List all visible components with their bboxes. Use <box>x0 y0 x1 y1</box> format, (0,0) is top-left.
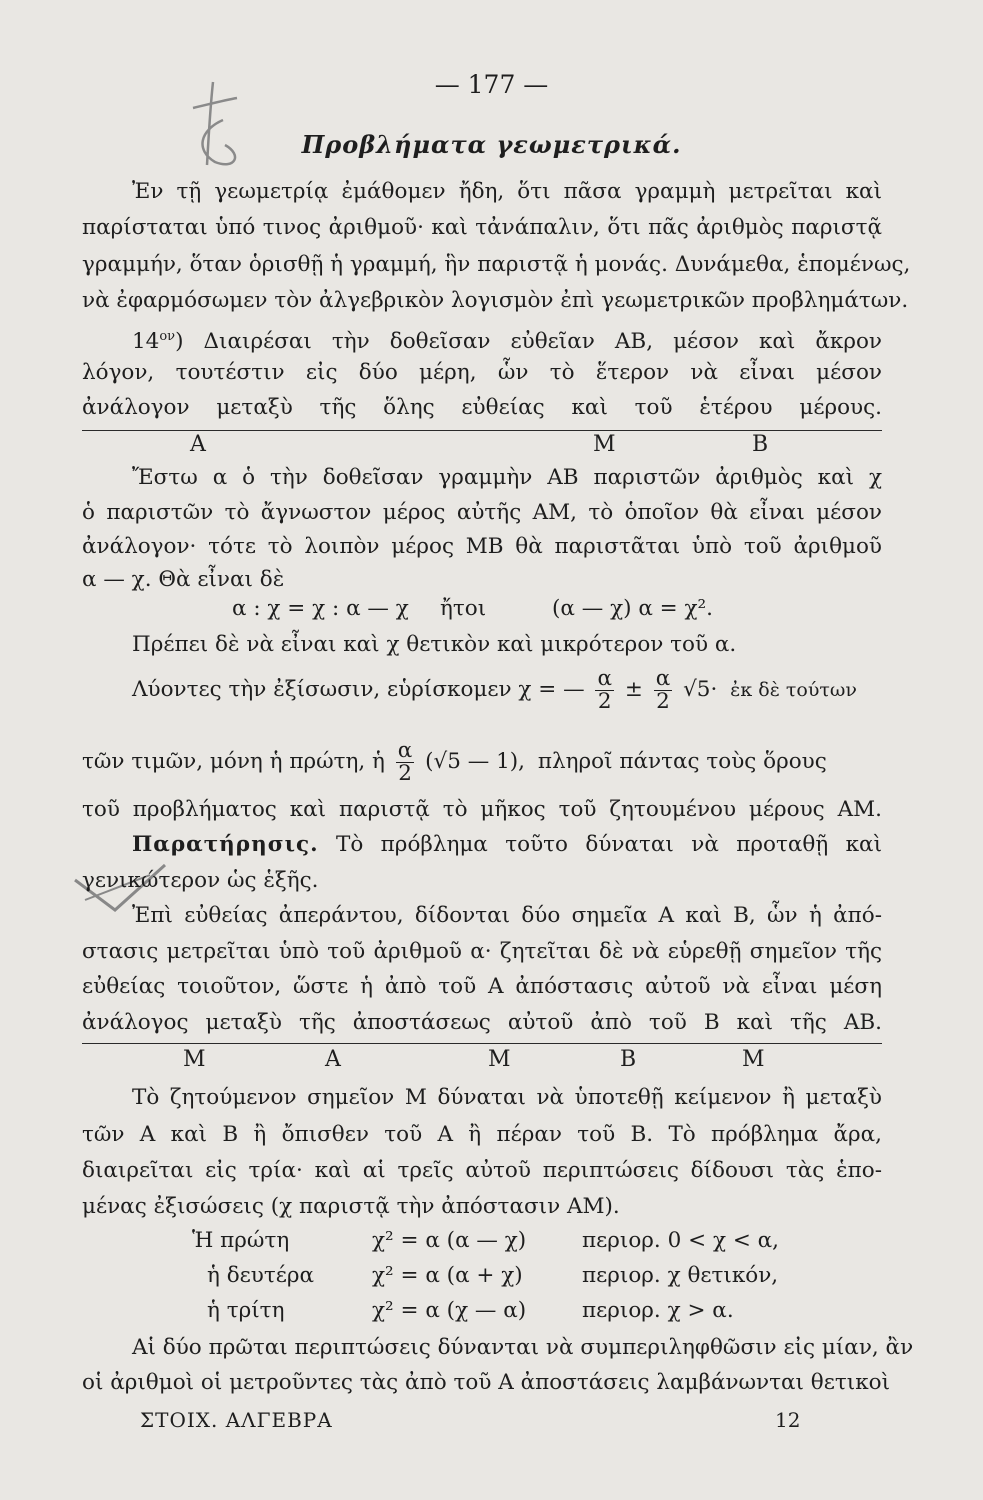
case-1-equation: χ² = α (α — χ) <box>372 1228 527 1253</box>
intro-line-2: παρίσταται ὑπό τινος ἀριθμοῦ· καὶ τἀνάπαλιν, ὅτι πᾶς ἀριθμὸς παριστᾷ <box>82 215 882 240</box>
problem-14-statement <box>132 322 882 357</box>
solution-line-4: α — χ. Θὰ εἶναι δὲ <box>82 567 285 592</box>
solution-formula-line <box>132 668 857 712</box>
general-line-3: εὐθείας τοιοῦτον, ὥστε ἡ ἀπὸ τοῦ Α ἀπόστασις αὐτοῦ νὰ εἶναι μέση <box>82 974 882 999</box>
fraction-numerator: α <box>597 666 612 691</box>
problem-number-suffix: ον <box>159 329 176 344</box>
figure2-label-m1: Μ <box>183 1047 206 1072</box>
solution-line-3: ἀνάλογον· τότε τὸ λοιπὸν μέρος ΜΒ θὰ παριστᾶται ὑπὸ τοῦ ἀριθμοῦ <box>82 534 882 559</box>
fraction-a-over-2-second <box>654 668 673 712</box>
sought-line-1: Τὸ ζητούμενον σημεῖον Μ δύναται νὰ ὑποτεθῇ κείμενον ἢ μεταξὺ <box>132 1085 882 1110</box>
problem-14-line-2: λόγον, τουτέστιν εἰς δύο μέρη, ὧν τὸ ἕτερον νὰ εἶναι μέσον <box>82 360 882 385</box>
values-suffix: πληροῖ πάντας τοὺς ὅρους <box>537 749 827 774</box>
equation-product: (α — χ) α = χ². <box>552 596 714 621</box>
figure1-label-b: Β <box>752 432 769 457</box>
remark-text: Τὸ πρόβλημα τοῦτο δύναται νὰ προταθῇ καὶ <box>335 832 882 857</box>
segment-ab-line <box>82 430 882 431</box>
fraction-a-over-2-third <box>396 740 415 784</box>
closing-line-2: οἱ ἀριθμοὶ οἱ μετροῦντες τὰς ἀπὸ τοῦ Α ἀποστάσεις λαμβάνωνται θετικοὶ <box>82 1370 891 1395</box>
equation-connector: ἤτοι <box>440 596 487 621</box>
case-1-name: Ἡ πρώτη <box>192 1228 290 1253</box>
case-3-name: ἡ τρίτη <box>207 1298 285 1323</box>
figure2-label-m3: Μ <box>742 1047 765 1072</box>
page-number: — 177 — <box>434 70 549 99</box>
case-3-condition: περιορ. χ > α. <box>582 1298 734 1323</box>
figure2-label-m2: Μ <box>488 1047 511 1072</box>
values-line <box>82 740 827 784</box>
formula-prefix: Λύοντες τὴν ἐξίσωσιν, εὑρίσκομεν χ = — <box>132 677 585 702</box>
section-heading: Προβλήματα γεωμετρικά. <box>301 130 682 159</box>
fraction-numerator: α <box>655 666 671 691</box>
case-2-equation: χ² = α (α + χ) <box>372 1263 523 1288</box>
figure1-label-m: Μ <box>593 432 616 457</box>
general-line-1: Ἐπὶ εὐθείας ἀπεράντου, δίδονται δύο σημεῖα Α καὶ Β, ὧν ἡ ἀπό- <box>132 903 882 928</box>
problem-14-line-3: ἀνάλογον μεταξὺ τῆς ὅλης εὐθείας καὶ τοῦ ἑτέρου μέρους. <box>82 395 882 420</box>
general-line-4: ἀνάλογος μεταξὺ τῆς ἀποστάσεως αὐτοῦ ἀπὸ τοῦ Β καὶ τῆς ΑΒ. <box>82 1010 882 1035</box>
problem-statement-start: ) Διαιρέσαι τὴν δοθεῖσαν εὐθεῖαν ΑΒ, μέσον καὶ ἄκρον <box>175 329 882 355</box>
sought-line-3: διαιρεῖται εἰς τρία· καὶ αἱ τρεῖς αὐτοῦ περιπτώσεις δίδουσι τὰς ἑπο- <box>82 1158 882 1183</box>
solution-line-1: Ἔστω α ὁ τὴν δοθεῖσαν γραμμὴν ΑΒ παριστῶν ἀριθμὸς καὶ χ <box>132 465 882 490</box>
case-1-condition: περιορ. 0 < χ < α, <box>582 1228 780 1253</box>
figure2-label-b: Β <box>620 1047 637 1072</box>
equation-proportion: α : χ = χ : α — χ <box>232 596 409 621</box>
remark-line <box>132 830 882 860</box>
plus-minus-sign: ± <box>624 677 643 702</box>
closing-line-1: Αἱ δύο πρῶται περιπτώσεις δύνανται νὰ συμπεριληφθῶσιν εἰς μίαν, ἂν <box>132 1335 914 1360</box>
footer-book-title: ΣΤΟΙΧ. ΑΛΓΕΒΡΑ <box>140 1408 333 1432</box>
sought-line-4: μένας ἐξισώσεις (χ παριστᾷ τὴν ἀπόστασιν ΑΜ). <box>82 1194 620 1219</box>
remark-line-2: γενικώτερον ὡς ἑξῆς. <box>82 868 319 893</box>
fraction-numerator: α <box>397 738 413 763</box>
case-3-equation: χ² = α (χ — α) <box>372 1298 527 1323</box>
root-expression: (√5 — 1), <box>425 749 526 774</box>
general-line-2: στασις μετρεῖται ὑπὸ τοῦ ἀριθμοῦ α· ζητεῖται δὲ νὰ εὑρεθῇ σημεῖον τῆς <box>82 939 882 964</box>
case-2-condition: περιορ. χ θετικόν, <box>582 1263 779 1288</box>
fraction-denominator: 2 <box>396 762 415 785</box>
remark-label: Παρατήρησις. <box>132 832 319 857</box>
solution-line-2: ὁ παριστῶν τὸ ἄγνωστον μέρος αὐτῆς ΑΜ, τὸ ὁποῖον θὰ εἶναι μέσον <box>82 500 882 525</box>
infinite-line <box>82 1043 882 1044</box>
sought-line-2: τῶν Α καὶ Β ἢ ὄπισθεν τοῦ Α ἢ πέραν τοῦ Β. Τὸ πρόβλημα ἄρα, <box>82 1122 882 1147</box>
figure1-label-a: Α <box>190 432 206 457</box>
fraction-a-over-2 <box>595 668 614 712</box>
footer-signature-number: 12 <box>775 1408 801 1432</box>
figure2-label-a: Α <box>325 1047 341 1072</box>
condition-line: Πρέπει δὲ νὰ εἶναι καὶ χ θετικὸν καὶ μικρότερον τοῦ α. <box>132 632 737 657</box>
intro-line-1: Ἐν τῇ γεωμετρίᾳ ἐμάθομεν ἤδη, ὅτι πᾶσα γραμμὴ μετρεῖται καὶ <box>132 179 882 204</box>
fraction-denominator: 2 <box>654 690 673 713</box>
intro-line-4: νὰ ἐφαρμόσωμεν τὸν ἀλγεβρικὸν λογισμὸν ἐπὶ γεωμετρικῶν προβλημάτων. <box>82 288 909 313</box>
problem-conclusion-line: τοῦ προβλήματος καὶ παριστᾷ τὸ μῆκος τοῦ ζητουμένου μέρους ΑΜ. <box>82 797 882 822</box>
intro-line-3: γραμμήν, ὅταν ὁρισθῇ ἡ γραμμή, ἣν παριστᾷ ἡ μονάς. Δυνάμεθα, ἑπομένως, <box>82 252 911 277</box>
root-five: √5· <box>683 677 718 702</box>
case-2-name: ἡ δευτέρα <box>207 1263 315 1288</box>
fraction-denominator: 2 <box>595 690 614 713</box>
values-prefix: τῶν τιμῶν, μόνη ἡ πρώτη, ἡ <box>82 749 385 774</box>
problem-number: 14 <box>132 329 160 355</box>
formula-suffix: ἐκ δὲ τούτων <box>730 679 857 701</box>
